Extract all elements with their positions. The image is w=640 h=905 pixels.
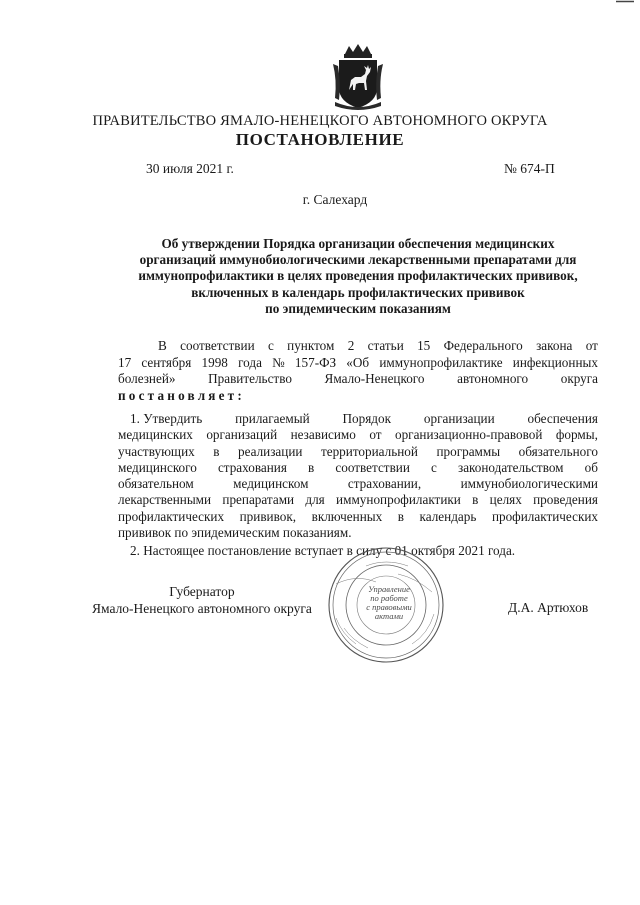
preamble-line: В соответствии с пунктом 2 статьи 15 Федерального закона от <box>158 338 598 353</box>
item-line: лекарственными препаратами для иммунопрофилактики в целях проведения <box>118 492 598 508</box>
signatory-position <box>92 583 312 617</box>
heading-line: организаций иммунобиологическими лекарственными препаратами для <box>139 252 577 268</box>
item-line: прививок по эпидемическим показаниям. <box>118 525 352 541</box>
decree-date: 30 июля 2021 г. <box>146 161 234 176</box>
scan-mark <box>616 0 634 3</box>
decides-keyword: постановляет: <box>118 387 245 403</box>
decree-number: № 674-П <box>504 161 555 176</box>
decree-items <box>118 411 598 560</box>
signatory-region: Ямало-Ненецкого автономного округа <box>92 601 312 616</box>
government-title: ПРАВИТЕЛЬСТВО ЯМАЛО-НЕНЕЦКОГО АВТОНОМНОГО ОКРУГА <box>92 113 548 129</box>
signatory-name: Д.А. Артюхов <box>508 600 589 615</box>
city: г. Салехард <box>302 192 368 207</box>
preamble-line: 17 сентября 1998 года № 157-ФЗ «Об иммунопрофилактике инфекционных <box>118 354 598 370</box>
heading-line: иммунопрофилактики в целях проведения профилактических прививок, <box>138 268 578 284</box>
preamble-paragraph <box>118 338 598 404</box>
item-2: 2. Настоящее постановление вступает в силу с 01 октября 2021 года. <box>130 543 516 559</box>
item-line: участвующих в реализации территориальной программы обязательного <box>118 443 598 459</box>
item-line: профилактических прививок, включенных в календарь профилактических <box>118 508 598 524</box>
item-line: 1. Утвердить прилагаемый Порядок организации обеспечения <box>130 411 598 426</box>
heading-line: Об утверждении Порядка организации обеспечения медицинских <box>161 236 555 251</box>
stamp-center-text: Управление по работе с правовыми актами <box>366 584 412 621</box>
item-line: медицинских организаций независимо от организационно-правовой формы, <box>118 427 598 443</box>
heading-line: по эпидемическим показаниям <box>265 300 451 316</box>
decree-title: ПОСТАНОВЛЕНИЕ <box>235 130 405 149</box>
document-heading <box>118 236 598 317</box>
coat-of-arms-emblem <box>331 44 385 112</box>
heading-line: включенных в календарь профилактических прививок <box>191 284 525 300</box>
preamble-line: болезней» Правительство Ямало-Ненецкого автономного округа <box>118 371 598 386</box>
item-line: обязательном медицинском страховании, иммунобиологическими <box>118 476 598 492</box>
item-line: медицинского страхования в соответствии с законодательством об <box>118 459 598 475</box>
signatory-title: Губернатор <box>169 584 235 599</box>
